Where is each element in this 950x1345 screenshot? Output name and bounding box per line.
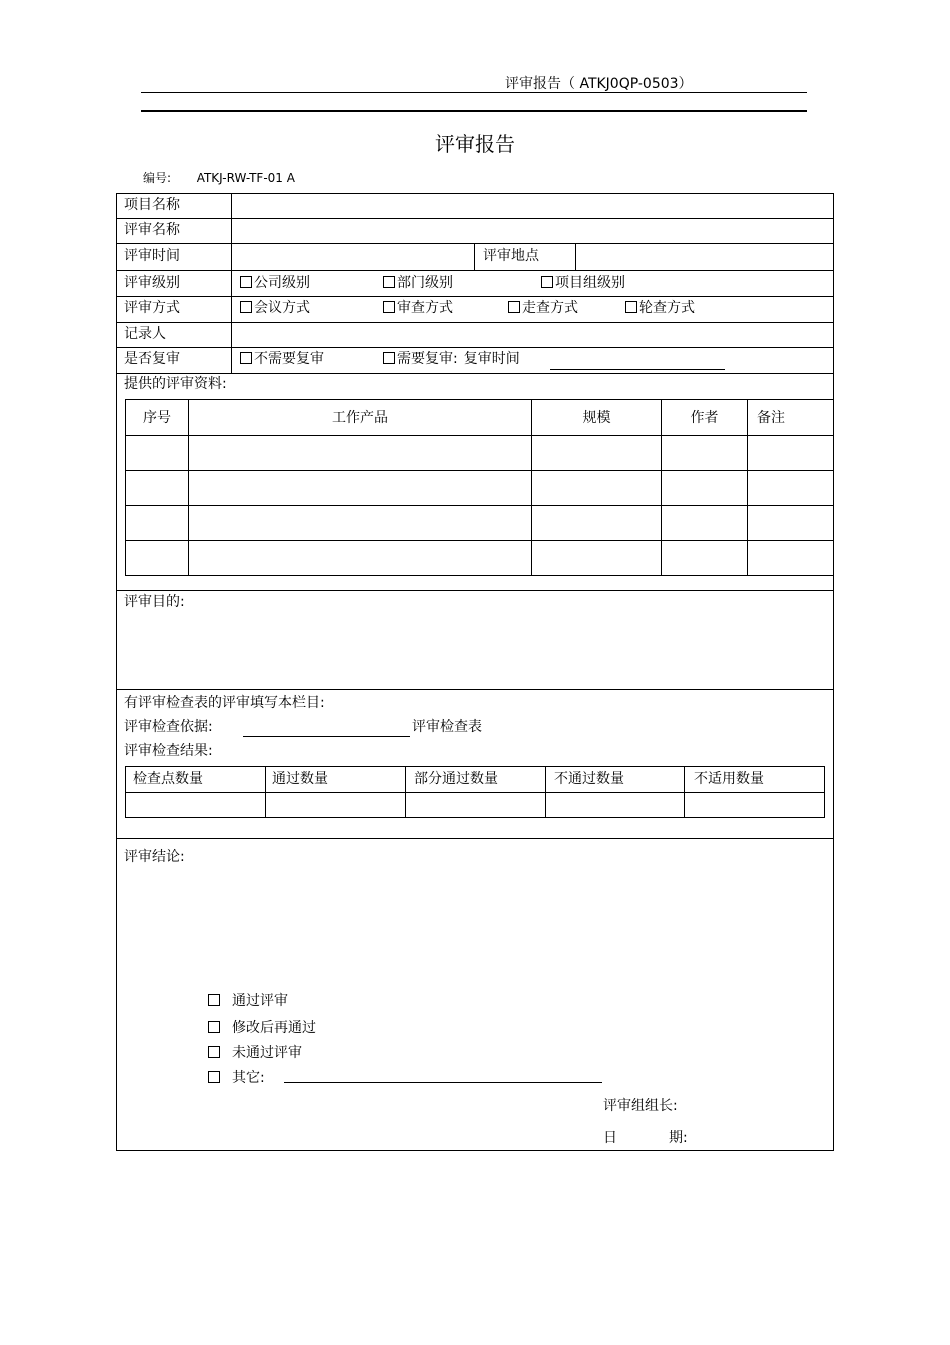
conclusion-option-pass-after-fix[interactable] — [208, 1020, 316, 1036]
checkbox-icon — [541, 276, 553, 288]
review-level-label: 评审级别 — [124, 275, 180, 291]
conclusion-option-label: 通过评审 — [232, 993, 288, 1009]
row-line — [117, 373, 833, 374]
header-rule-thin — [141, 92, 807, 93]
recorder-label: 记录人 — [124, 326, 166, 342]
method-option-label: 会议方式 — [254, 300, 310, 316]
checkbox-icon — [240, 352, 252, 364]
recheck-option-no[interactable] — [240, 351, 324, 367]
materials-header-remark: 备注 — [757, 410, 785, 426]
method-option-walkthrough[interactable] — [508, 300, 578, 316]
recheck-time-label: 复审时间 — [463, 351, 520, 367]
doc-number-value: ATKJ-RW-TF-01 A — [196, 171, 295, 185]
review-name-label: 评审名称 — [124, 222, 180, 238]
checkbox-icon — [625, 301, 637, 313]
checkbox-icon — [208, 994, 220, 1006]
materials-header-author: 作者 — [690, 410, 719, 426]
materials-row-4[interactable] — [126, 541, 833, 575]
method-option-inspection[interactable] — [383, 300, 453, 316]
other-input[interactable] — [284, 1082, 602, 1083]
row-line — [117, 322, 833, 323]
result-header-failed: 不通过数量 — [554, 771, 624, 787]
review-name-input[interactable] — [233, 220, 831, 242]
review-place-input[interactable] — [577, 245, 831, 269]
row-line — [117, 218, 833, 219]
date-label-2: 期: — [669, 1130, 688, 1146]
checkbox-icon — [383, 276, 395, 288]
review-time-label: 评审时间 — [124, 248, 180, 264]
recheck-option-yes[interactable] — [383, 351, 520, 367]
project-name-label: 项目名称 — [124, 197, 180, 213]
level-option-label: 项目组级别 — [555, 275, 625, 291]
checkbox-icon — [383, 352, 395, 364]
materials-header-size: 规模 — [582, 410, 611, 426]
time-divider — [474, 243, 475, 270]
row-line — [117, 270, 833, 271]
materials-row-1[interactable] — [126, 436, 833, 470]
checklist-basis-label: 评审检查依据: — [124, 719, 213, 735]
checkbox-icon — [208, 1071, 220, 1083]
row-line — [117, 347, 833, 348]
purpose-label: 评审目的: — [124, 594, 185, 610]
level-option-department[interactable] — [383, 275, 453, 291]
recheck-label: 是否复审 — [124, 351, 180, 367]
recorder-input[interactable] — [233, 324, 831, 346]
checkbox-icon — [240, 301, 252, 313]
conclusion-label: 评审结论: — [124, 849, 185, 865]
recheck-option-label: 不需要复审 — [254, 351, 324, 367]
method-option-label: 走查方式 — [522, 300, 578, 316]
materials-header-no: 序号 — [143, 410, 171, 426]
result-header-na: 不适用数量 — [694, 771, 764, 787]
purpose-input[interactable] — [124, 614, 824, 686]
checklist-basis-input[interactable] — [243, 736, 410, 737]
checklist-intro: 有评审检查表的评审填写本栏目: — [124, 695, 325, 711]
result-header-checkpoints: 检查点数量 — [133, 771, 203, 787]
materials-row-2[interactable] — [126, 471, 833, 505]
running-header: 评审报告（ ATKJ0QP-0503） — [505, 76, 693, 92]
level-option-label: 公司级别 — [254, 275, 310, 291]
method-option-label: 审查方式 — [397, 300, 453, 316]
level-option-label: 部门级别 — [397, 275, 453, 291]
conclusion-option-label: 其它: — [232, 1070, 265, 1086]
review-place-label: 评审地点 — [483, 248, 539, 264]
checkbox-icon — [208, 1046, 220, 1058]
method-option-meeting[interactable] — [240, 300, 310, 316]
leader-label: 评审组组长: — [603, 1098, 678, 1114]
method-option-label: 轮查方式 — [639, 300, 695, 316]
conclusion-option-fail[interactable] — [208, 1045, 302, 1061]
section-line — [117, 689, 833, 690]
result-header-partial: 部分通过数量 — [414, 771, 498, 787]
materials-header-product: 工作产品 — [332, 410, 388, 426]
checklist-basis-suffix: 评审检查表 — [412, 719, 482, 735]
conclusion-option-label: 修改后再通过 — [232, 1020, 316, 1036]
materials-row-3[interactable] — [126, 506, 833, 540]
recheck-option-label: 需要复审: — [397, 351, 458, 367]
section-line — [117, 838, 833, 839]
checkbox-icon — [383, 301, 395, 313]
method-option-rotation[interactable] — [625, 300, 695, 316]
header-rule-thick — [141, 110, 807, 112]
review-form — [116, 193, 834, 1151]
level-option-project-group[interactable] — [541, 275, 625, 291]
level-option-company[interactable] — [240, 275, 310, 291]
doc-number-label: 编号: — [143, 171, 172, 185]
conclusion-option-pass[interactable] — [208, 993, 288, 1009]
materials-table — [125, 399, 834, 576]
label-divider — [231, 194, 232, 373]
section-line — [117, 590, 833, 591]
checkbox-icon — [240, 276, 252, 288]
materials-label: 提供的评审资料: — [124, 376, 227, 392]
review-time-input[interactable] — [233, 245, 473, 269]
checklist-result-label: 评审检查结果: — [124, 743, 213, 759]
page-title: 评审报告 — [435, 132, 515, 156]
doc-number — [143, 169, 295, 186]
conclusion-option-label: 未通过评审 — [232, 1045, 302, 1061]
row-line — [117, 296, 833, 297]
checkbox-icon — [508, 301, 520, 313]
row-line — [117, 243, 833, 244]
checklist-result-table — [125, 766, 825, 818]
recheck-time-input[interactable] — [550, 369, 725, 370]
date-label-1: 日 — [603, 1130, 617, 1146]
conclusion-option-other[interactable] — [208, 1070, 265, 1086]
result-header-passed: 通过数量 — [272, 771, 328, 787]
place-divider — [575, 243, 576, 270]
review-method-label: 评审方式 — [124, 300, 180, 316]
checkbox-icon — [208, 1021, 220, 1033]
project-name-input[interactable] — [233, 195, 831, 217]
checklist-result-row[interactable] — [126, 793, 824, 817]
